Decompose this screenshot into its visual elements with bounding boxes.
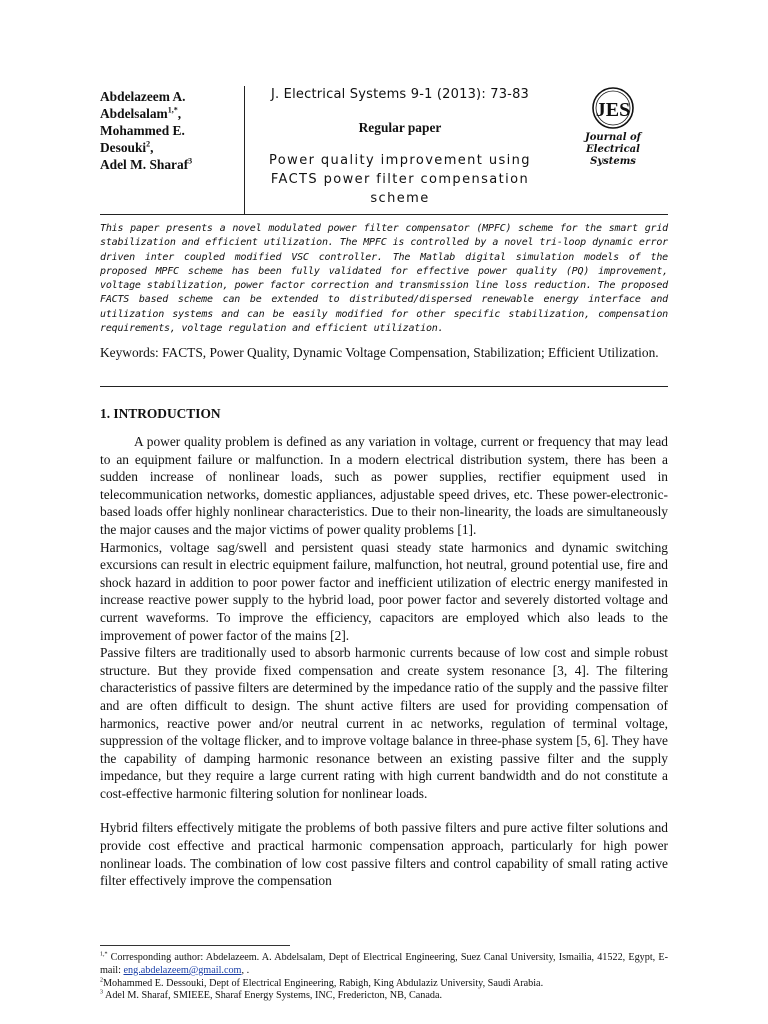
journal-logo: [568, 86, 658, 186]
abstract: This paper presents a novel modulated power filter compensator (MPFC) scheme for the smart grid stabilization and efficient utilization. The MPFC is controlled by a novel tri-loop dynamic error driven inter coupled modified VSC controller. The Matlab digital simulation models of the proposed MPFC scheme has been fully validated for effective power quality (PQ) improvement, voltage stabilization, power factor correction and transmission line loss reduction. The proposed FACTS based scheme can be extended to distributed/dispersed renewable energy interface and utilization systems and can be easily modified for other specific stabilization, compensation requirements, voltage regulation and efficient utilization.: [100, 223, 668, 335]
header-divider: [244, 86, 245, 214]
email-link[interactable]: eng.abdelazeem@gmail.com: [123, 964, 242, 976]
svg-text:JES: JES: [595, 99, 631, 121]
abstract-rule: [100, 386, 668, 387]
article-header: [100, 86, 668, 214]
author-2: Mohammed E. Desouki$^2$,: [100, 123, 185, 155]
author-1: Abdelazeem A. Abdelsalam$^{1,*}$,: [100, 89, 186, 121]
logo-emblem: [568, 86, 658, 136]
paragraph: Passive filters are traditionally used to absorb harmonic currents because of low cost and simple robust structure. But they provide fixed compensation and create system resonance [3, 4]. The filtering characteristics of passive filters are determined by the impedance ratio of the supply and the passive filter and are often difficult to design. The shunt active filters are used for providing compensation of harmonics, reactive power and/or neutral current in ac networks, regulation of terminal voltage, suppression of the voltage flicker, and to improve voltage balance in three-phase system [5, 6]. They have the capability of damping harmonic resonance between an existing passive filter and the supply impedance, but they require a large current rating with high current bandwidth and do not constitute a cost-effective harmonic filtering solution for nonlinear loads.: [100, 645, 668, 801]
author-list: [100, 88, 240, 173]
paper-title: Power quality improvement using FACTS power filter compensation scheme: [269, 153, 531, 206]
paragraph: Hybrid filters effectively mitigate the problems of both passive filters and pure active filter solutions and provide cost effective and practical harmonic compensation approach, particularly for high power nonlinear loads. The combination of low cost passive filters and control capability of small rating active filter effectively improve the compensation: [100, 820, 668, 889]
footnote-3: $^3$ Adel M. Sharaf, SMIEEE, Sharaf Energy Systems, INC, Fredericton, NB, Canada.: [100, 990, 443, 1002]
author-3: Adel M. Sharaf$^3$: [100, 156, 193, 172]
paper-type: Regular paper: [358, 120, 442, 135]
paragraph: A power quality problem is defined as any variation in voltage, current or frequency that may lead to an equipment failure or malfunction. In a modern electrical distribution system, there has been a sudden increase of nonlinear loads, such as power supplies, rectifier equipment used in telecommunication networks, domestic appliances, adjustable speed drives, etc. These power-electronic-based loads offer highly nonlinear characteristics. Due to their non-linearity, the loads are simultaneously the major causes and the major victims of power quality problems [1].: [100, 434, 668, 537]
section-heading: 1. INTRODUCTION: [100, 406, 221, 421]
paragraph: Harmonics, voltage sag/swell and persistent quasi steady state harmonics and dynamic switching excursions can result in electric equipment failure, malfunction, hot neutral, ground potential use, fire and shock hazard in addition to poor power factor and inefficient utilization of electric energy manifested in increase reactive power supply to the hybrid load, poor power factor and severely distorted voltage and current waveforms. To improve the efficiency, capacitors are employed which also leads to the improvement of power factor of the mains [2].: [100, 539, 668, 643]
footnote-1: $^{1,*}$ Corresponding author: Abdelazeem. A. Abdelsalam, Dept of Electrical Engineering, Suez Canal University, Ismailia, 41522, Egypt, E-mail: eng.abdelazeem@gmail.com, .: [100, 951, 668, 976]
header-rule: [100, 214, 668, 215]
footnote-rule: [100, 945, 290, 946]
body-text: [100, 433, 668, 890]
keywords: Keywords: FACTS, Power Quality, Dynamic Voltage Compensation, Stabilization; Efficient Utilization.: [100, 345, 659, 360]
footnote-2: $^2$Mohammed E. Dessouki, Dept of Electrical Engineering, Rabigh, King Abdulaziz University, Saudi Arabia.: [100, 977, 544, 989]
header-center: [250, 86, 550, 208]
journal-citation: J. Electrical Systems 9-1 (2013): 73-83: [270, 87, 530, 102]
logo-caption: Journal of Electrical Systems: [585, 132, 641, 167]
footnotes: [100, 952, 668, 1003]
